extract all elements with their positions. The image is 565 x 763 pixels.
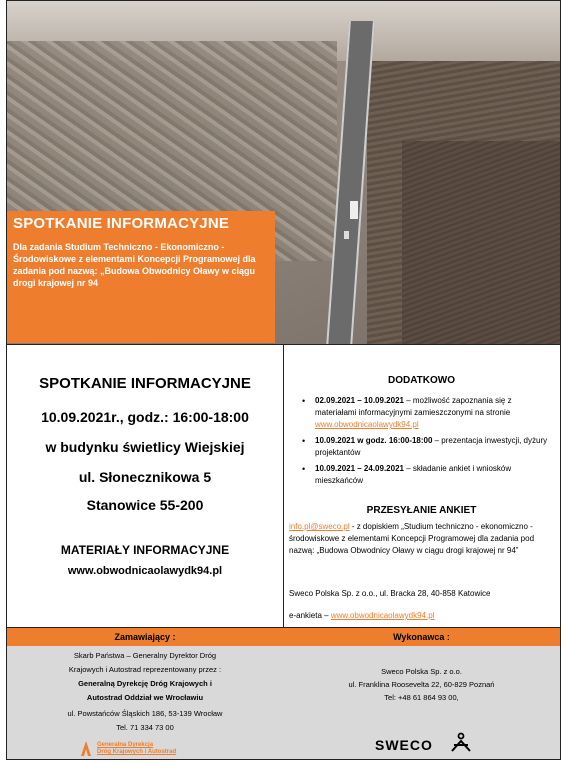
gddkia-logo-line: Generalna Dyrekcja [97,742,154,748]
contractor-line: Tel: +48 61 864 93 00, [384,693,459,702]
materials-url[interactable]: www.obwodnicaolawydk94.pl [67,565,223,577]
meeting-place: w budynku świetlicy Wiejskiej [45,439,245,455]
gddkia-logo-text [97,742,176,756]
photo-car [344,231,349,239]
client-line: Skarb Państwa – Generalny Dyrektor Dróg [73,651,217,660]
extra-list [293,395,555,491]
materials-title: MATERIAŁY INFORMACYJNE [60,543,230,557]
sweco-address: Sweco Polska Sp. z o.o., ul. Bracka 28, 40-858 Katowice [289,589,491,598]
hero-title: SPOTKANIE INFORMACYJNE [13,215,230,232]
bullet-icon: • [302,464,306,474]
leaflet [6,0,561,760]
item-date: 02.09.2021 – 10.09.2021 [315,396,404,405]
hero-aerial-photo [7,1,560,344]
meeting-date: 10.09.2021r., godz.: 16:00-18:00 [41,409,249,425]
meeting-town: Stanowice 55-200 [86,497,204,513]
client-line: Generalną Dyrekcję Dróg Krajowych i [78,679,212,688]
item-date: 10.09.2021 – 24.09.2021 [315,464,404,473]
sweco-logo-icon [449,732,473,752]
client-line: ul. Powstańców Śląskich 186, 53-139 Wrocław [67,709,223,718]
send-text: - z dopiskiem „Studium techniczno - ekonomiczno - środowiskowe z elementami Koncepcji Programowej dla zadania pod nazwą: „Budowa Obwodnicy Oławy w ciągu drogi krajowej nr 94” [289,522,535,555]
item-link[interactable]: www.obwodnicaolawydk94.pl [315,420,419,429]
client-header: Zamawiający : [7,627,284,646]
photo-field-dark [402,141,560,344]
item-date: 10.09.2021 w godz. 16:00-18:00 [315,436,433,445]
client-panel [7,646,284,760]
sweco-logo-text: SWECO [375,737,433,753]
list-item [293,463,555,487]
bullet-icon: • [302,396,306,406]
send-paragraph [289,521,554,557]
contractor-panel [283,646,560,760]
meeting-info-column [7,344,284,628]
email-link[interactable]: info.pl@sweco.pl [289,522,350,531]
client-line: Autostrad Oddział we Wrocławiu [86,693,204,702]
hero-overlay-box [7,211,275,343]
item-text: – składanie ankiet i wniosków mieszkańców [315,464,512,485]
client-line: Tel. 71 334 73 00 [116,723,174,732]
list-item [293,435,555,459]
photo-truck [350,201,358,219]
contractor-line: ul. Franklina Roosevelta 22, 60-829 Poznań [348,680,495,689]
gddkia-logo-icon [79,740,93,757]
additional-info-column [283,344,560,628]
hero-subtitle: Dla zadania Studium Techniczno - Ekonomiczno - Środowiskowe z elementami Koncepcji Programowej dla zadania pod nazwą: „Budowa Obwodnicy Oławy w ciągu drogi krajowej nr 94 [13,242,256,288]
meeting-street: ul. Słonecznikowa 5 [78,469,212,485]
send-title: PRZESYŁANIE ANKIET [366,505,477,516]
contractor-line: Sweco Polska Sp. z o.o. [381,667,462,676]
item-text: – możliwość zapoznania się z materiałami informacyjnymi zamieszczonymi na stronie [315,396,512,417]
meeting-title: SPOTKANIE INFORMACYJNE [39,375,251,392]
eankieta-label: e-ankieta – [289,611,331,620]
item-text: – prezentacja inwestycji, dyżury projektantów [315,436,548,457]
bullet-icon: • [302,436,306,446]
client-line: Krajowych i Autostrad reprezentowany przez : [68,665,222,674]
list-item [293,395,555,431]
eankieta-link[interactable]: www.obwodnicaolawydk94.pl [330,611,435,620]
contractor-header: Wykonawca : [283,627,560,646]
eankieta-line [289,610,554,622]
gddkia-logo-line: Dróg Krajowych i Autostrad [97,749,177,755]
extra-title: DODATKOWO [387,375,456,386]
